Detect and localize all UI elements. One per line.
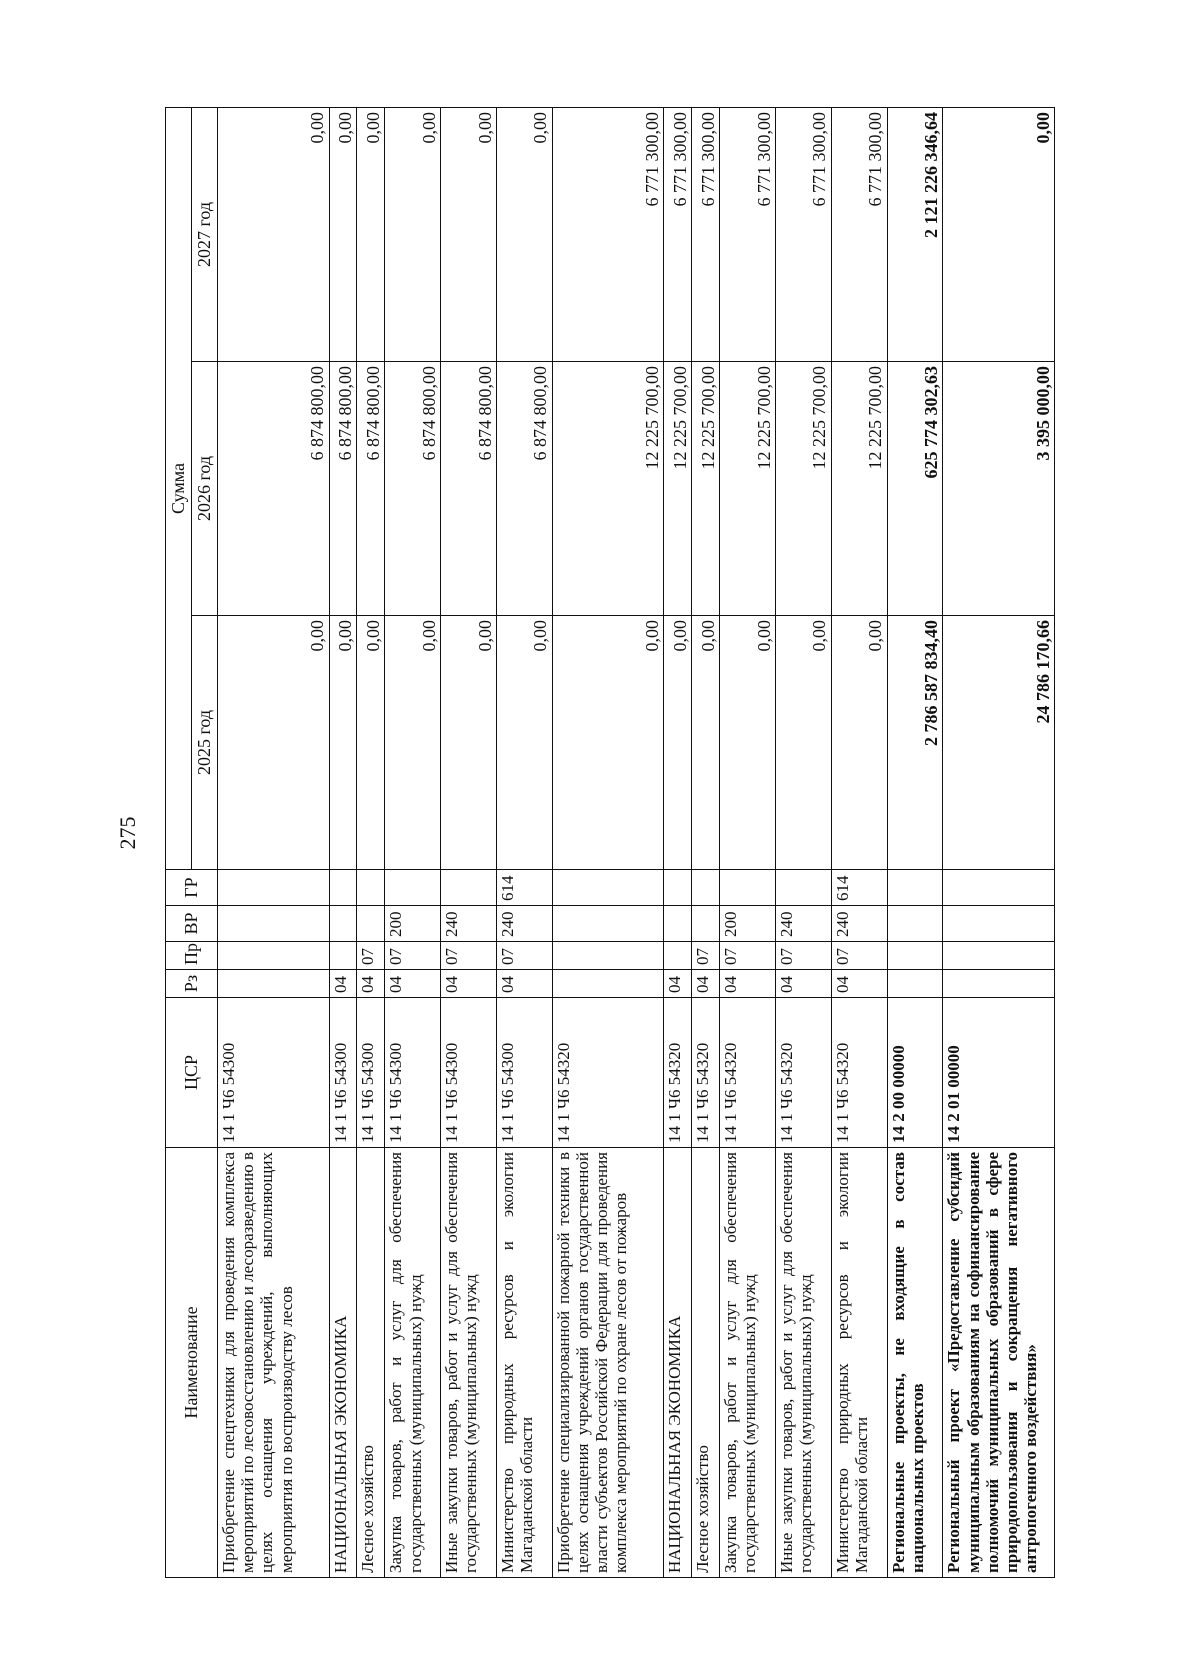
row-rz: 04 — [831, 970, 887, 998]
row-rz: 04 — [441, 970, 497, 998]
table-row — [385, 107, 441, 1577]
row-pr: 07 — [385, 942, 441, 970]
row-amount-2027: 0,00 — [943, 107, 1055, 361]
table-row — [943, 107, 1055, 1577]
row-vr: 200 — [720, 906, 776, 942]
row-amount-2025: 0,00 — [218, 616, 330, 870]
row-gr — [664, 870, 692, 906]
row-csr: 14 2 00 00000 — [887, 998, 943, 1148]
row-pr — [664, 942, 692, 970]
page-number: 275 — [115, 816, 140, 850]
row-amount-2026: 12 225 700,00 — [720, 362, 776, 616]
row-gr — [385, 870, 441, 906]
row-amount-2027: 6 771 300,00 — [831, 107, 887, 361]
row-rz: 04 — [496, 970, 552, 998]
row-csr: 14 1 Ч6 54320 — [775, 998, 831, 1148]
table-row — [775, 107, 831, 1577]
budget-table — [165, 107, 1055, 1578]
row-amount-2027: 0,00 — [496, 107, 552, 361]
row-amount-2026: 6 874 800,00 — [357, 362, 385, 616]
row-amount-2026: 12 225 700,00 — [692, 362, 720, 616]
row-name: Закупка товаров, работ и услуг для обеспечения государственных (муниципальных) нужд — [385, 1148, 441, 1578]
header-gr: ГР — [166, 870, 218, 906]
row-vr — [357, 906, 385, 942]
row-vr — [552, 906, 664, 942]
row-amount-2025: 0,00 — [831, 616, 887, 870]
row-name: Лесное хозяйство — [357, 1148, 385, 1578]
row-name: Лесное хозяйство — [692, 1148, 720, 1578]
row-vr — [329, 906, 357, 942]
row-amount-2027: 0,00 — [329, 107, 357, 361]
header-vr: ВР — [166, 906, 218, 942]
row-name: Приобретение спецтехники для проведения комплекса мероприятий по лесовосстановлению и лесоразведению в целях оснащения учреждений, выполняющих мероприятия по воспроизводству лесов — [218, 1148, 330, 1578]
row-csr: 14 1 Ч6 54320 — [552, 998, 664, 1148]
row-gr — [441, 870, 497, 906]
row-vr: 240 — [831, 906, 887, 942]
row-csr: 14 1 Ч6 54320 — [720, 998, 776, 1148]
row-gr — [218, 870, 330, 906]
row-vr — [887, 906, 943, 942]
row-amount-2027: 0,00 — [357, 107, 385, 361]
row-rz: 04 — [720, 970, 776, 998]
row-amount-2027: 6 771 300,00 — [692, 107, 720, 361]
row-amount-2025: 2 786 587 834,40 — [887, 616, 943, 870]
row-pr: 07 — [775, 942, 831, 970]
table-row — [552, 107, 664, 1577]
row-amount-2025: 0,00 — [775, 616, 831, 870]
row-name: НАЦИОНАЛЬНАЯ ЭКОНОМИКА — [664, 1148, 692, 1578]
header-name: Наименование — [166, 1148, 218, 1578]
row-pr: 07 — [496, 942, 552, 970]
table-row — [329, 107, 357, 1577]
row-csr: 14 1 Ч6 54300 — [357, 998, 385, 1148]
row-rz — [552, 970, 664, 998]
row-gr — [357, 870, 385, 906]
row-gr — [887, 870, 943, 906]
table-row — [887, 107, 943, 1577]
row-pr — [943, 942, 1055, 970]
row-csr: 14 1 Ч6 54300 — [218, 998, 330, 1148]
row-amount-2027: 0,00 — [441, 107, 497, 361]
table-row — [664, 107, 692, 1577]
row-amount-2026: 6 874 800,00 — [441, 362, 497, 616]
row-csr: 14 1 Ч6 54300 — [496, 998, 552, 1148]
row-pr: 07 — [692, 942, 720, 970]
row-amount-2025: 0,00 — [329, 616, 357, 870]
row-csr: 14 1 Ч6 54320 — [831, 998, 887, 1148]
row-amount-2026: 6 874 800,00 — [218, 362, 330, 616]
row-rz — [943, 970, 1055, 998]
row-rz — [218, 970, 330, 998]
row-amount-2027: 6 771 300,00 — [664, 107, 692, 361]
header-2025: 2025 год — [192, 616, 218, 870]
row-csr: 14 1 Ч6 54320 — [664, 998, 692, 1148]
row-vr — [218, 906, 330, 942]
header-sum: Сумма — [166, 107, 192, 869]
row-amount-2027: 0,00 — [385, 107, 441, 361]
row-amount-2026: 12 225 700,00 — [664, 362, 692, 616]
row-csr: 14 1 Ч6 54320 — [692, 998, 720, 1148]
header-2027: 2027 год — [192, 107, 218, 361]
row-gr: 614 — [831, 870, 887, 906]
row-vr — [692, 906, 720, 942]
row-gr — [943, 870, 1055, 906]
header-rz: Рз — [166, 970, 218, 998]
row-gr — [552, 870, 664, 906]
row-pr — [887, 942, 943, 970]
row-amount-2025: 0,00 — [441, 616, 497, 870]
row-pr: 07 — [441, 942, 497, 970]
row-name: Министерство природных ресурсов и экологии Магаданской области — [496, 1148, 552, 1578]
table-row — [441, 107, 497, 1577]
row-amount-2025: 0,00 — [385, 616, 441, 870]
table-header — [166, 107, 218, 1577]
row-vr — [664, 906, 692, 942]
row-csr: 14 2 01 00000 — [943, 998, 1055, 1148]
budget-table-rotated — [165, 108, 1055, 1578]
row-vr: 240 — [496, 906, 552, 942]
row-amount-2025: 0,00 — [664, 616, 692, 870]
row-amount-2026: 12 225 700,00 — [552, 362, 664, 616]
row-amount-2026: 6 874 800,00 — [385, 362, 441, 616]
row-pr — [218, 942, 330, 970]
row-amount-2026: 6 874 800,00 — [496, 362, 552, 616]
row-amount-2025: 0,00 — [552, 616, 664, 870]
header-2026: 2026 год — [192, 362, 218, 616]
row-name: Приобретение специализированной пожарной техники в целях оснащения учреждений органов государственной власти субъектов Российской Федерации для проведения комплекса мероприятий по охране лесов от пожаров — [552, 1148, 664, 1578]
row-pr — [329, 942, 357, 970]
row-name: Иные закупки товаров, работ и услуг для обеспечения государственных (муниципальных) нужд — [441, 1148, 497, 1578]
row-name: Министерство природных ресурсов и экологии Магаданской области — [831, 1148, 887, 1578]
row-gr — [692, 870, 720, 906]
row-name: Региональный проект «Предоставление субсидий муниципальным образованиям на софинансирование полномочий муниципальных образований в сфере природопользования и сокращения негативного антропогенного воздействия» — [943, 1148, 1055, 1578]
row-rz: 04 — [357, 970, 385, 998]
row-amount-2026: 3 395 000,00 — [943, 362, 1055, 616]
row-amount-2027: 6 771 300,00 — [720, 107, 776, 361]
table-row — [831, 107, 887, 1577]
row-vr: 240 — [441, 906, 497, 942]
row-amount-2027: 6 771 300,00 — [552, 107, 664, 361]
row-amount-2026: 12 225 700,00 — [831, 362, 887, 616]
table-row — [720, 107, 776, 1577]
header-csr: ЦСР — [166, 998, 218, 1148]
row-amount-2025: 0,00 — [496, 616, 552, 870]
row-name: Закупка товаров, работ и услуг для обеспечения государственных (муниципальных) нужд — [720, 1148, 776, 1578]
row-csr: 14 1 Ч6 54300 — [329, 998, 357, 1148]
row-gr — [329, 870, 357, 906]
table-row — [357, 107, 385, 1577]
row-gr — [775, 870, 831, 906]
row-vr — [943, 906, 1055, 942]
table-row — [218, 107, 330, 1577]
row-name: НАЦИОНАЛЬНАЯ ЭКОНОМИКА — [329, 1148, 357, 1578]
row-name: Иные закупки товаров, работ и услуг для обеспечения государственных (муниципальных) нужд — [775, 1148, 831, 1578]
row-name: Региональные проекты, не входящие в состав национальных проектов — [887, 1148, 943, 1578]
row-amount-2025: 0,00 — [692, 616, 720, 870]
row-gr — [720, 870, 776, 906]
row-rz: 04 — [692, 970, 720, 998]
row-pr: 07 — [357, 942, 385, 970]
row-amount-2026: 12 225 700,00 — [775, 362, 831, 616]
row-pr: 07 — [831, 942, 887, 970]
row-amount-2025: 24 786 170,66 — [943, 616, 1055, 870]
row-rz: 04 — [385, 970, 441, 998]
row-csr: 14 1 Ч6 54300 — [441, 998, 497, 1148]
row-vr: 240 — [775, 906, 831, 942]
row-rz: 04 — [775, 970, 831, 998]
row-amount-2027: 2 121 226 346,64 — [887, 107, 943, 361]
row-rz — [887, 970, 943, 998]
row-rz: 04 — [664, 970, 692, 998]
row-vr: 200 — [385, 906, 441, 942]
row-amount-2025: 0,00 — [720, 616, 776, 870]
table-row — [496, 107, 552, 1577]
row-gr: 614 — [496, 870, 552, 906]
row-amount-2025: 0,00 — [357, 616, 385, 870]
table-body — [218, 107, 1055, 1577]
row-csr: 14 1 Ч6 54300 — [385, 998, 441, 1148]
header-pr: Пр — [166, 942, 218, 970]
row-pr: 07 — [720, 942, 776, 970]
row-rz: 04 — [329, 970, 357, 998]
table-row — [692, 107, 720, 1577]
row-amount-2027: 0,00 — [218, 107, 330, 361]
row-amount-2026: 625 774 302,63 — [887, 362, 943, 616]
row-pr — [552, 942, 664, 970]
row-amount-2027: 6 771 300,00 — [775, 107, 831, 361]
row-amount-2026: 6 874 800,00 — [329, 362, 357, 616]
